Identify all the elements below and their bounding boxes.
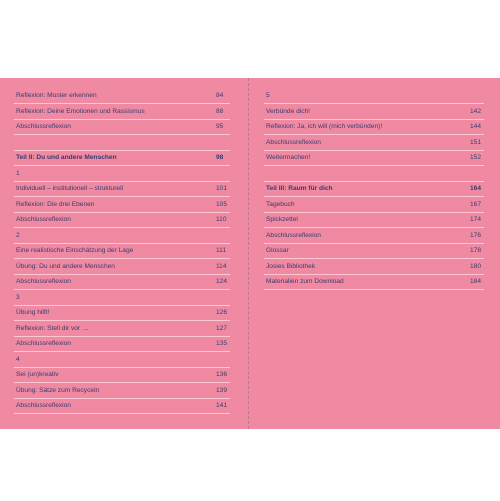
toc-entry-page: 141 xyxy=(216,402,228,409)
toc-entry-page: 151 xyxy=(470,138,482,146)
toc-entry xyxy=(264,181,484,197)
toc-entry-page: 152 xyxy=(470,154,482,161)
left-page-toc xyxy=(0,78,248,429)
toc-entry-title: Tagebuch xyxy=(266,200,295,208)
toc-entry-title: 3 xyxy=(16,293,20,301)
toc-entry-page: 184 xyxy=(470,278,482,285)
toc-entry xyxy=(264,119,484,135)
toc-entry xyxy=(14,290,230,306)
toc-entry xyxy=(264,197,484,213)
toc-entry-title: Abschlussreflexion xyxy=(16,278,71,285)
book-spread xyxy=(0,78,500,429)
toc-entry-page: 178 xyxy=(470,247,482,254)
toc-entry xyxy=(264,88,484,104)
toc-entry-title: 4 xyxy=(16,355,20,363)
toc-entry-page: 167 xyxy=(470,200,482,208)
toc-entry-title: Verbünde dich! xyxy=(266,107,310,115)
toc-entry-page: 176 xyxy=(470,231,482,239)
toc-entry-title: Materialien zum Download xyxy=(266,278,344,285)
toc-entry-title: Teil II: Du und andere Menschen xyxy=(16,154,117,161)
toc-entry-title: 1 xyxy=(16,169,20,177)
toc-entry-page: 105 xyxy=(216,200,228,208)
toc-entry-page: 142 xyxy=(470,107,482,115)
toc-entry xyxy=(14,383,230,399)
toc-entry xyxy=(14,336,230,352)
toc-entry-page: 110 xyxy=(216,216,227,223)
toc-entry-title: Reflexion: Muster erkennen xyxy=(16,92,97,99)
toc-entry-page: 174 xyxy=(470,216,482,223)
toc-entry-title: Abschlussreflexion xyxy=(266,231,321,239)
toc-entry-title: Spickzettel xyxy=(266,216,298,223)
toc-entry-page: 124 xyxy=(216,278,228,285)
toc-entry xyxy=(264,259,484,275)
toc-entry-page: 126 xyxy=(216,309,228,316)
toc-entry-page: 164 xyxy=(470,185,482,192)
toc-entry xyxy=(14,352,230,368)
toc-entry xyxy=(14,321,230,337)
toc-entry-title: Individuell – institutionell – strukturell xyxy=(16,185,124,192)
toc-entry-title: Glossar xyxy=(266,247,289,254)
toc-entry-title: Abschlussreflexion xyxy=(16,123,71,130)
toc-entry-title: Abschlussreflexion xyxy=(266,138,321,146)
toc-entry-page: 111 xyxy=(216,247,227,254)
toc-entry-title: Josies Bibliothek xyxy=(266,262,316,270)
toc-entry xyxy=(14,119,230,135)
toc-entry-title: Abschlussreflexion xyxy=(16,216,71,223)
toc-entry-title: Weitermachen! xyxy=(266,154,311,161)
toc-entry-title: Reflexion: Deine Emotionen und Rassismus xyxy=(16,107,145,115)
toc-entry xyxy=(14,104,230,120)
toc-entry-title: Eine realistische Einschätzung der Lage xyxy=(16,247,134,254)
toc-entry-page: 127 xyxy=(216,324,228,332)
toc-entry-title: 2 xyxy=(16,231,20,239)
toc-entry xyxy=(264,243,484,259)
toc-entry xyxy=(14,367,230,383)
gutter-divider xyxy=(248,78,249,429)
toc-entry-page: 180 xyxy=(470,262,482,270)
toc-entry xyxy=(264,104,484,120)
toc-entry xyxy=(264,135,484,151)
toc-entry-page: 95 xyxy=(216,123,224,130)
toc-entry xyxy=(14,166,230,182)
toc-entry-title: Übung: Sätze zum Recyceln xyxy=(16,386,100,394)
toc-entry xyxy=(14,398,230,414)
toc-entry-title: Sei (un)kreativ xyxy=(16,371,59,378)
toc-entry-title: Reflexion: Ja, ich will (mich verbünden)! xyxy=(266,123,383,130)
toc-entry xyxy=(264,166,484,182)
toc-entry xyxy=(264,212,484,228)
toc-entry xyxy=(14,150,230,166)
toc-entry-title: 5 xyxy=(266,92,270,99)
toc-entry-title: Übung: Du und andere Menschen xyxy=(16,262,115,270)
toc-entry-title: Teil III: Raum für dich xyxy=(266,185,333,192)
toc-entry-title: Abschlussreflexion xyxy=(16,340,71,347)
toc-entry-title: Abschlussreflexion xyxy=(16,402,71,409)
toc-entry-page: 139 xyxy=(216,386,228,394)
toc-entry-page: 136 xyxy=(216,371,228,378)
toc-entry xyxy=(14,274,230,290)
toc-entry xyxy=(14,305,230,321)
toc-entry-title: Übung hilft! xyxy=(16,309,50,316)
toc-entry-page: 144 xyxy=(470,123,482,130)
toc-entry-title: Reflexion: Die drei Ebenen xyxy=(16,200,95,208)
toc-entry xyxy=(264,274,484,290)
toc-entry xyxy=(14,88,230,104)
toc-entry xyxy=(14,212,230,228)
toc-entry-page: 98 xyxy=(216,154,224,161)
toc-entry xyxy=(14,135,230,151)
right-page-toc xyxy=(250,78,500,429)
toc-entry-page: 84 xyxy=(216,92,224,99)
toc-entry xyxy=(14,197,230,213)
toc-entry-page: 135 xyxy=(216,340,228,347)
toc-entry-title: Reflexion: Stell dir vor … xyxy=(16,324,89,332)
toc-entry-page: 114 xyxy=(216,262,227,270)
toc-entry xyxy=(264,150,484,166)
toc-entry-page: 88 xyxy=(216,107,224,115)
toc-entry xyxy=(14,181,230,197)
toc-entry xyxy=(264,228,484,244)
toc-entry xyxy=(14,259,230,275)
toc-entry xyxy=(14,228,230,244)
toc-entry xyxy=(14,243,230,259)
toc-entry-page: 101 xyxy=(216,185,228,192)
